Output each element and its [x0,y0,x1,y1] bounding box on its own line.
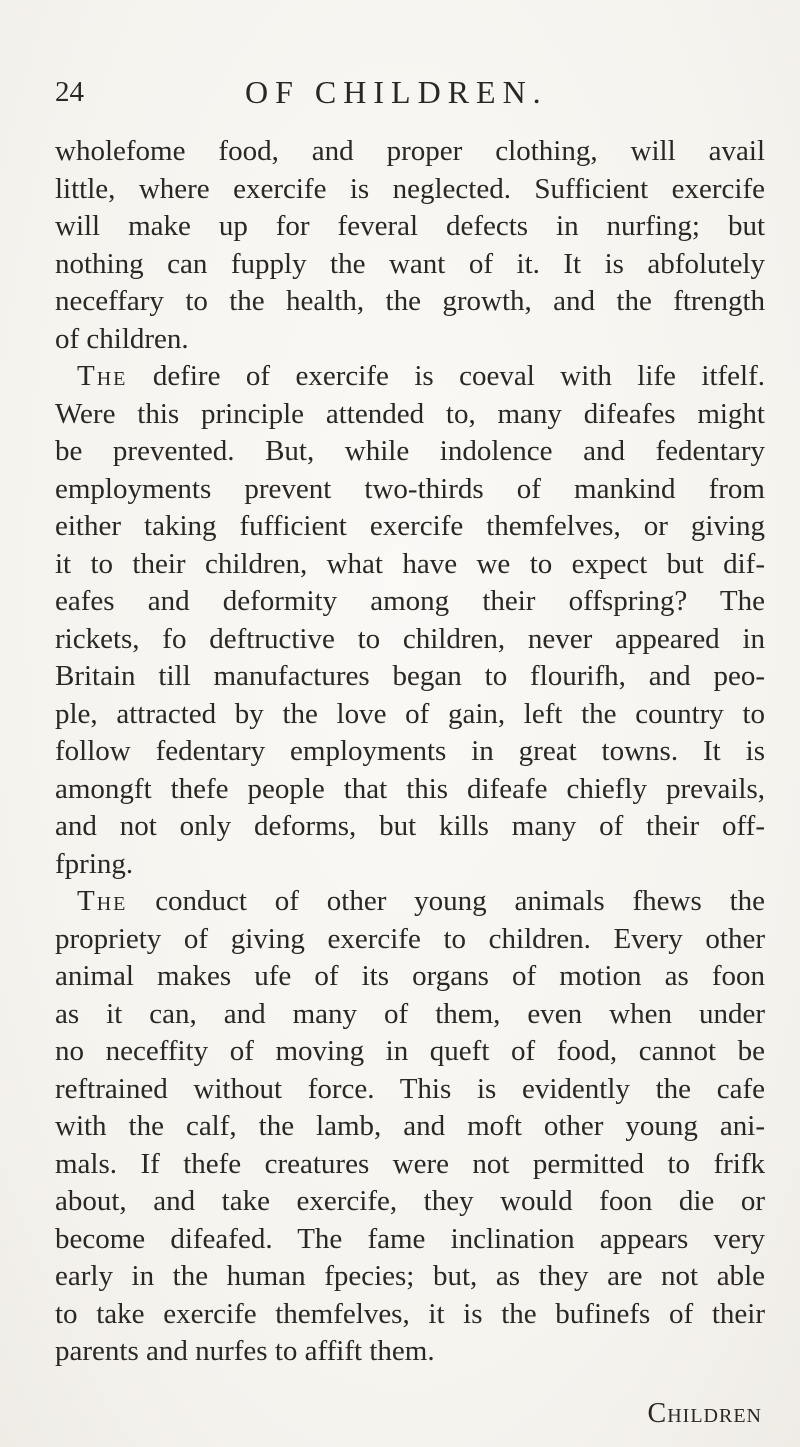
page-header [55,70,740,120]
text-line: no neceffity of moving in queft of food, cannot be [55,1035,765,1067]
text-line: will make up for feveral defects in nurfing; but [55,210,765,242]
text-line: little, where exercife is neglected. Sufficient exercife [55,172,765,205]
text-line: it to their children, what have we to expect but dif- [55,547,765,580]
text-line: early in the human fpecies; but, as they are not able [55,1260,765,1292]
text-line: employments prevent two-thirds of mankind from [55,472,765,505]
text-line: amongft thefe people that this difeafe chiefly prevails, [55,772,765,805]
text-line: animal makes ufe of its organs of motion as foon [55,960,765,992]
text-line: follow fedentary employments in great towns. It is [55,735,765,767]
text-line: to take exercife themfelves, it is the bufinefs of their [55,1297,765,1330]
paragraph-lead-word: The [77,360,128,392]
paragraph-lead-word: The [77,885,128,917]
text-line: and not only deforms, but kills many of their off- [55,810,765,842]
page-number: 24 [55,76,84,108]
text-line: be prevented. But, while indolence and fedentary [55,435,765,467]
text-line: propriety of giving exercife to children. Every other [55,922,765,955]
catchword: Children [647,1398,762,1429]
running-head: OF CHILDREN. [245,74,548,110]
text-line: with the calf, the lamb, and moft other young ani- [55,1110,765,1142]
body-text [55,133,765,1371]
text-line: become difeafed. The fame inclination appears very [55,1222,765,1255]
text-line: rickets, fo deftructive to children, never appeared in [55,622,765,655]
paragraph-first-line [55,358,765,396]
text-line: as it can, and many of them, even when under [55,997,765,1030]
text-line: either taking fufficient exercife themfelves, or giving [55,510,765,542]
text-line: fpring. [55,847,134,880]
text-line: mals. If thefe creatures were not permitted to frifk [55,1147,765,1180]
text-line: about, and take exercife, they would foon die or [55,1185,765,1217]
text-line: ple, attracted by the love of gain, left the country to [55,697,765,730]
text-line: Were this principle attended to, many difeafes might [55,397,765,430]
text-line: neceffary to the health, the growth, and the ftrength [55,285,765,317]
text-line: reftrained without force. This is evidently the cafe [55,1072,765,1105]
text-line: eafes and deformity among their offspring? The [55,585,765,617]
text-line: wholefome food, and proper clothing, will avail [55,135,765,167]
text-line-rest: defire of exercife is coeval with life itfelf. [127,360,765,392]
paragraph-first-line [55,883,765,921]
text-line: parents and nurfes to affift them. [55,1335,435,1367]
text-line-rest: conduct of other young animals fhews the [127,885,765,917]
text-line: nothing can fupply the want of it. It is abfolutely [55,247,765,280]
text-line: Britain till manufactures began to flourifh, and peo- [55,660,765,692]
text-line: of children. [55,322,189,355]
